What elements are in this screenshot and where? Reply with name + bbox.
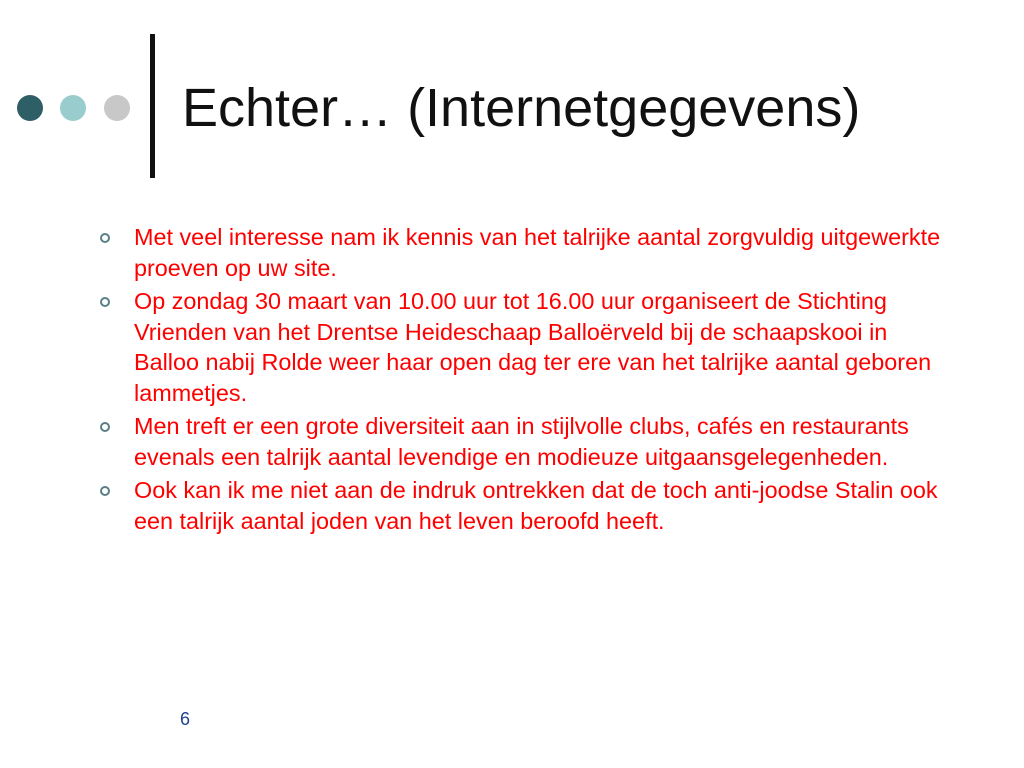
bullet-item [98, 222, 948, 283]
page-number: 6 [180, 709, 191, 729]
hollow-circle-bullet-icon [100, 233, 110, 243]
bullet-item [98, 475, 948, 536]
decorative-dot-dark-icon [17, 95, 43, 121]
slide-title: Echter… (Internetgegevens) [182, 78, 861, 138]
bullet-list [98, 222, 948, 539]
hollow-circle-bullet-icon [100, 486, 110, 496]
bullet-text: Men treft er een grote diversiteit aan in stijlvolle clubs, cafés en restaurants evenals een talrijk aantal levendige en modieuze uitgaansgelegenheden. [134, 413, 909, 470]
bullet-item [98, 286, 948, 408]
bullet-item [98, 411, 948, 472]
hollow-circle-bullet-icon [100, 422, 110, 432]
decorative-dot-gray-icon [104, 95, 130, 121]
bullet-text: Ook kan ik me niet aan de indruk ontrekken dat de toch anti-joodse Stalin ook een talrijk aantal joden van het leven beroofd heeft. [134, 477, 938, 534]
bullet-text: Met veel interesse nam ik kennis van het talrijke aantal zorgvuldig uitgewerkte proeven op uw site. [134, 224, 941, 281]
bullet-text: Op zondag 30 maart van 10.00 uur tot 16.00 uur organiseert de Stichting Vrienden van het Drentse Heideschaap Balloërveld bij de schaapskooi in Balloo nabij Rolde weer haar open dag ter ere van het talrijke aantal geboren lammetjes. [134, 288, 932, 406]
hollow-circle-bullet-icon [100, 297, 110, 307]
decorative-dot-teal-icon [60, 95, 86, 121]
title-divider [150, 34, 155, 178]
